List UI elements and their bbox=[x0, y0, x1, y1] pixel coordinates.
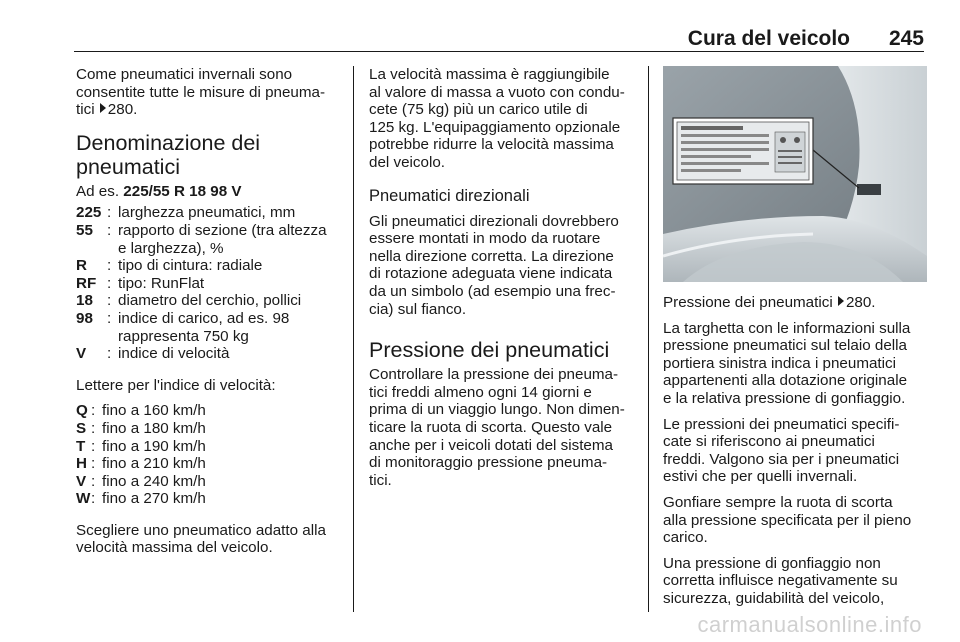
list-item: V : indice di velocità bbox=[76, 345, 230, 363]
designation-code: 225/55 R 18 98 V bbox=[123, 182, 242, 200]
column-middle bbox=[369, 66, 633, 497]
intro-paragraph: Come pneumatici invernali sono consentite tutte le misure di pneuma- tici 280. bbox=[76, 66, 326, 119]
page-number: 245 bbox=[888, 27, 924, 50]
directional-tyres-paragraph: Gli pneumatici direzionali dovrebbero essere montati in modo da ruotare nella direzione corretta. La direzione di rotazione adeguata viene indicata da un simbolo (ad esempio una frec- cia) sul fianco. bbox=[369, 212, 619, 318]
list-item: 55 : rapporto di sezione (tra altezza e larghezza), % bbox=[76, 221, 327, 257]
page-header bbox=[0, 0, 960, 52]
section-title: Cura del veicolo bbox=[687, 27, 850, 50]
designation-example: Ad es. 225/55 R 18 98 V bbox=[76, 182, 242, 200]
door-frame-pressure-label-illustration bbox=[663, 66, 927, 282]
watermark: carmanualsonline.info bbox=[697, 612, 922, 637]
header-rule bbox=[74, 51, 924, 52]
heading-directional-tyres: Pneumatici direzionali bbox=[369, 186, 530, 205]
list-item: Q : fino a 160 km/h bbox=[76, 402, 206, 420]
list-item: W : fino a 270 km/h bbox=[76, 490, 206, 508]
heading-tyre-pressure: Pressione dei pneumatici bbox=[369, 338, 610, 363]
list-item: R : tipo di cintura: radiale bbox=[76, 257, 263, 275]
page-reference[interactable]: 280. bbox=[845, 294, 876, 311]
list-item: 98 : indice di carico, ad es. 98 rappresenta 750 kg bbox=[76, 309, 290, 345]
list-item: V : fino a 240 km/h bbox=[76, 472, 206, 490]
outro-paragraph: Scegliere uno pneumatico adatto alla velocità massima del veicolo. bbox=[76, 521, 326, 557]
list-item: T : fino a 190 km/h bbox=[76, 437, 206, 455]
heading-tyre-designation: Denominazione dei pneumatici bbox=[76, 130, 261, 179]
max-speed-paragraph: La velocità massima è raggiungibile al valore di massa a vuoto con condu- cete (75 kg) più un carico utile di 125 kg. L'equipaggiamento opzionale potrebbe ridurre la velocità massima del veicolo. bbox=[369, 66, 625, 171]
designation-code-list bbox=[76, 204, 348, 362]
speed-index-list bbox=[76, 402, 348, 508]
page-reference-icon bbox=[838, 296, 844, 306]
label-info-paragraph: La targhetta con le informazioni sulla pressione pneumatici sul telaio della portiera sinistra indica i pneumatici appartenenti alla dotazione originale e la relativa pressione di gonfiaggio. bbox=[663, 319, 911, 407]
tyre-pressure-paragraph: Controllare la pressione dei pneuma- tici freddi almeno ogni 14 giorni e prima di un viaggio lungo. Non dimen- ticare la ruota di scorta. Questo vale anche per i veicoli dotati del sistema di monitoraggio pressione pneuma- tici. bbox=[369, 366, 625, 489]
column-divider-right bbox=[648, 66, 649, 612]
list-item: 225 : larghezza pneumatici, mm bbox=[76, 204, 296, 222]
pressure-label-sticker bbox=[857, 184, 881, 195]
list-item: 18 : diametro del cerchio, pollici bbox=[76, 292, 302, 310]
column-left bbox=[76, 66, 348, 565]
column-divider-left bbox=[353, 66, 354, 612]
figure-caption: Pressione dei pneumatici 280. bbox=[663, 294, 876, 311]
spare-wheel-paragraph: Gonfiare sempre la ruota di scorta alla pressione specificata per il pieno carico. bbox=[663, 493, 912, 547]
column-right bbox=[663, 66, 927, 616]
wrong-pressure-paragraph: Una pressione di gonfiaggio non corretta influisce negativamente su sicurezza, guidabilità del veicolo, bbox=[663, 554, 898, 607]
list-item: S : fino a 180 km/h bbox=[76, 419, 206, 437]
cold-tyres-paragraph: Le pressioni dei pneumatici specifi- cate si riferiscono ai pneumatici freddi. Valgono sia per i pneumatici estivi che per quelli invernali. bbox=[663, 415, 900, 486]
page-reference-icon bbox=[100, 103, 106, 113]
page-reference[interactable]: 280. bbox=[107, 101, 138, 119]
list-item: RF : tipo: RunFlat bbox=[76, 274, 205, 292]
list-item: H : fino a 210 km/h bbox=[76, 455, 206, 473]
speed-index-intro: Lettere per l'indice di velocità: bbox=[76, 376, 276, 394]
